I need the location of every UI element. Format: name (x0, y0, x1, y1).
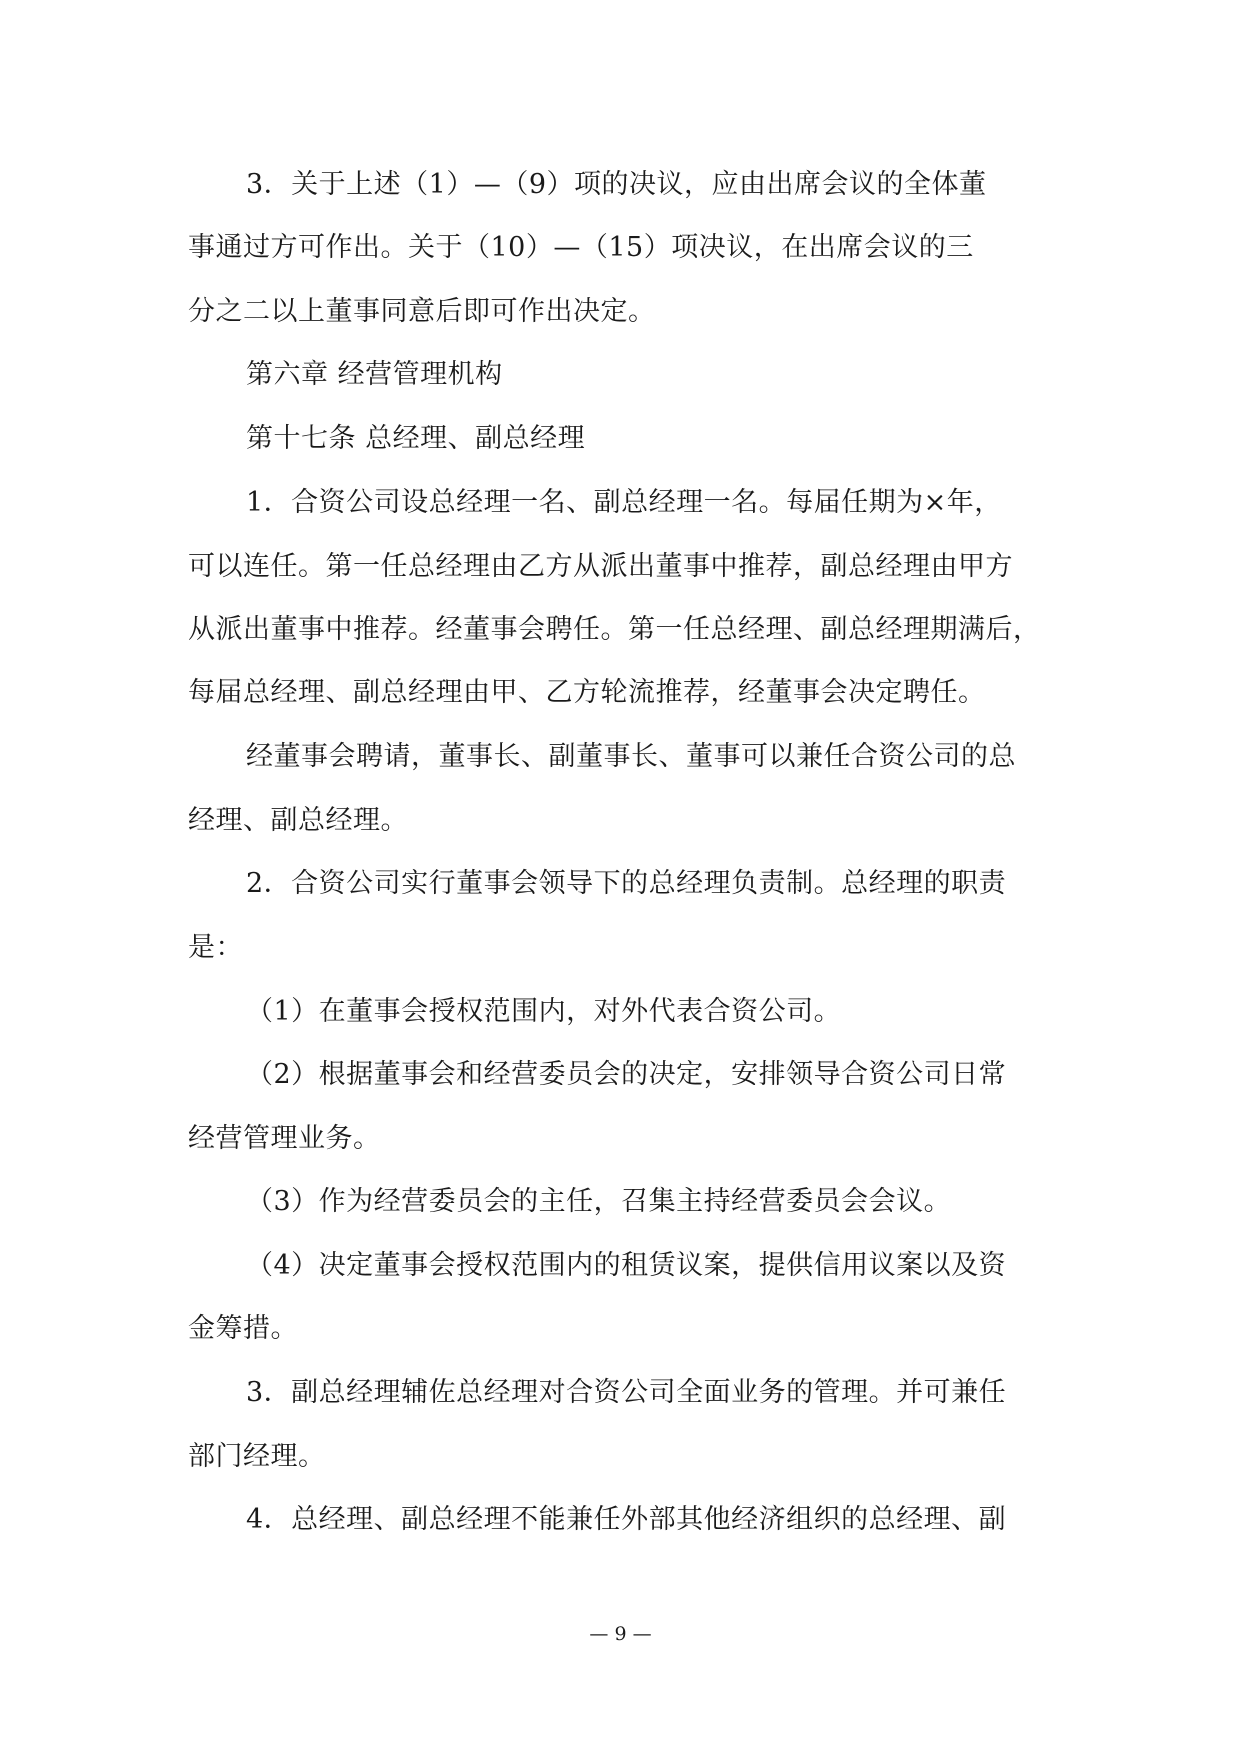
paragraph-line: 每届总经理、副总经理由甲、乙方轮流推荐，经董事会决定聘任。 (188, 677, 986, 708)
paragraph-line: 3．关于上述（1）—（9）项的决议，应由出席会议的全体董 (246, 169, 987, 200)
paragraph-line: 4．总经理、副总经理不能兼任外部其他经济组织的总经理、副 (246, 1504, 1007, 1535)
page-number: — 9 — (589, 1623, 652, 1645)
paragraph-line: 经理、副总经理。 (188, 805, 408, 836)
paragraph-line: 经董事会聘请，董事长、副董事长、董事可以兼任合资公司的总 (246, 741, 1016, 772)
paragraph-line: 1．合资公司设总经理一名、副总经理一名。每届任期为×年， (246, 487, 1002, 518)
list-item: （2）根据董事会和经营委员会的决定，安排领导合资公司日常 (246, 1059, 1007, 1090)
list-item: （3）作为经营委员会的主任，召集主持经营委员会会议。 (246, 1186, 952, 1217)
paragraph-line: 从派出董事中推荐。经董事会聘任。第一任总经理、副总经理期满后， (188, 614, 1041, 645)
paragraph-line: 2．合资公司实行董事会领导下的总经理负责制。总经理的职责 (246, 868, 1007, 899)
paragraph-line: 事通过方可作出。关于（10）—（15）项决议，在出席会议的三 (188, 232, 974, 263)
paragraph-line: 分之二以上董事同意后即可作出决定。 (188, 296, 656, 327)
article-heading: 第十七条 总经理、副总经理 (246, 423, 586, 454)
paragraph-line: 经营管理业务。 (188, 1123, 381, 1154)
chapter-heading: 第六章 经营管理机构 (246, 359, 503, 390)
list-item: （1）在董事会授权范围内，对外代表合资公司。 (246, 996, 842, 1027)
paragraph-line: 是： (188, 932, 243, 963)
paragraph-line: 部门经理。 (188, 1441, 326, 1472)
paragraph-line: 金筹措。 (188, 1313, 298, 1344)
paragraph-line: 3．副总经理辅佐总经理对合资公司全面业务的管理。并可兼任 (246, 1377, 1007, 1408)
list-item: （4）决定董事会授权范围内的租赁议案，提供信用议案以及资 (246, 1250, 1007, 1281)
paragraph-line: 可以连任。第一任总经理由乙方从派出董事中推荐，副总经理由甲方 (188, 551, 1013, 582)
